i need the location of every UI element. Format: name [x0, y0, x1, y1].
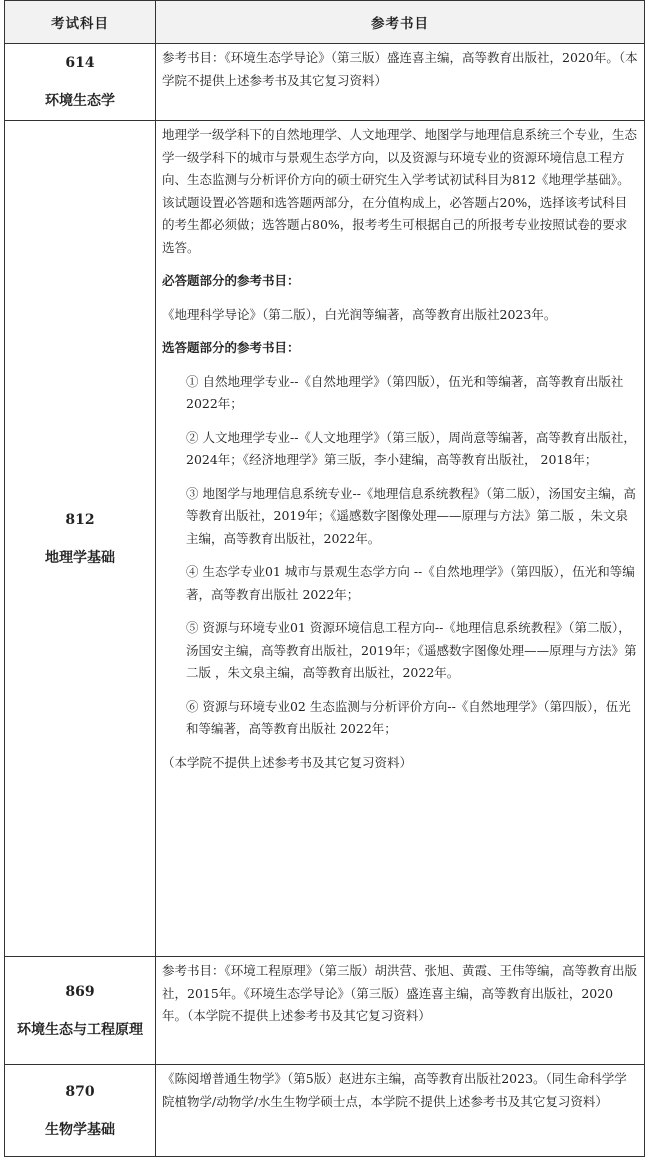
note-text: （本学院不提供上述参考书及其它复习资料） — [162, 754, 413, 770]
table-row — [5, 121, 645, 957]
table-row — [5, 44, 645, 121]
subject-name: 地理学基础 — [45, 549, 115, 566]
books-cell — [156, 1065, 645, 1157]
option-item: ① 自然地理学专业--《自然地理学》（第四版），伍光和等编著，高等教育出版社 2022年； — [186, 373, 624, 411]
books-text: 《陈阅增普通生物学》（第5版）赵进东主编，高等教育出版社2023。（同生命科学学院植物学/动物学/水生生物学硕士点，本学院不提供上述参考书及其它复习资料） — [162, 1071, 627, 1109]
subject-name: 环境生态学 — [45, 93, 115, 109]
subject-code: 812 — [65, 511, 95, 528]
subject-code: 869 — [65, 983, 95, 1000]
option-item: ⑥ 资源与环境专业02 生态监测与分析评价方向--《自然地理学》（第四版），伍光和等编著，高等教育出版社 2022年； — [186, 698, 631, 736]
intro-text: 地理学一级学科下的自然地理学、人文地理学、地图学与地理信息系统三个专业，生态学一级学科下的城市与景观生态学方向，以及资源与环境专业的资源环境信息工程方向、生态监测与分析评价方向的硕士研究生入学考试初试科目为812《地理学基础》。该试题设置必答题和选答题两部分，在分值构成上，必答题占20%，选择该考试科目的考生都必须做；选答题占80%，报考考生可根据自己的所报考专业按照试卷的要求选答。 — [162, 127, 638, 255]
subject-name: 环境生态与工程原理 — [17, 1021, 143, 1038]
subject-code: 870 — [65, 1083, 95, 1100]
table-row — [5, 957, 645, 1065]
books-cell — [156, 121, 645, 957]
table-row — [5, 1065, 645, 1157]
option-item: ⑤ 资源与环境专业01 资源环境信息工程方向--《地理信息系统教程》（第二版），汤国安主编，高等教育出版社，2019年；《遥感数字图像处理——原理与方法》第二版 ，朱文泉主编，高等教育出版社，2022年。 — [186, 620, 637, 680]
books-text: 参考书目：《环境生态学导论》（第三版）盛连喜主编，高等教育出版社，2020年。（本学院不提供上述参考书及其它复习资料） — [162, 50, 638, 88]
books-text: 参考书目：《环境工程原理》（第三版）胡洪营、张旭、黄霞、王伟等编，高等教育出版社，2015年。《环境生态学导论》（第三版）盛连喜主编，高等教育出版社，2020年。（本学院不提供上述参考书及其它复习资料） — [162, 963, 638, 1023]
books-cell — [156, 44, 645, 121]
subject-cell — [5, 957, 156, 1065]
exam-reference-table — [4, 0, 645, 1157]
required-book: 《地理科学导论》（第二版），白光润等编著，高等教育出版社2023年。 — [162, 306, 557, 322]
header-subject: 考试科目 — [5, 1, 156, 44]
required-title: 必答题部分的参考书目： — [162, 273, 300, 288]
header-books: 参考书目 — [156, 1, 645, 44]
subject-name: 生物学基础 — [45, 1121, 115, 1138]
optional-title: 选答题部分的参考书目： — [162, 340, 300, 355]
subject-cell — [5, 1065, 156, 1157]
books-cell — [156, 957, 645, 1065]
option-item: ④ 生态学专业01 城市与景观生态学方向 --《自然地理学》（第四版），伍光和等编著，高等教育出版社 2022年； — [186, 564, 635, 602]
table-header-row — [5, 1, 645, 44]
subject-cell — [5, 44, 156, 121]
subject-cell — [5, 121, 156, 957]
option-item: ③ 地图学与地理信息系统专业--《地理信息系统教程》（第二版），汤国安主编，高等教育出版社，2019年；《遥感数字图像处理——原理与方法》第二版 ，朱文泉主编，高等教育出版社，2022年。 — [186, 485, 636, 546]
subject-code: 614 — [65, 55, 95, 71]
option-item: ② 人文地理学专业--《人文地理学》（第三版），周尚意等编著，高等教育出版社，2024年；《经济地理学》第三版，李小建编，高等教育出版社， 2018年； — [186, 429, 636, 467]
